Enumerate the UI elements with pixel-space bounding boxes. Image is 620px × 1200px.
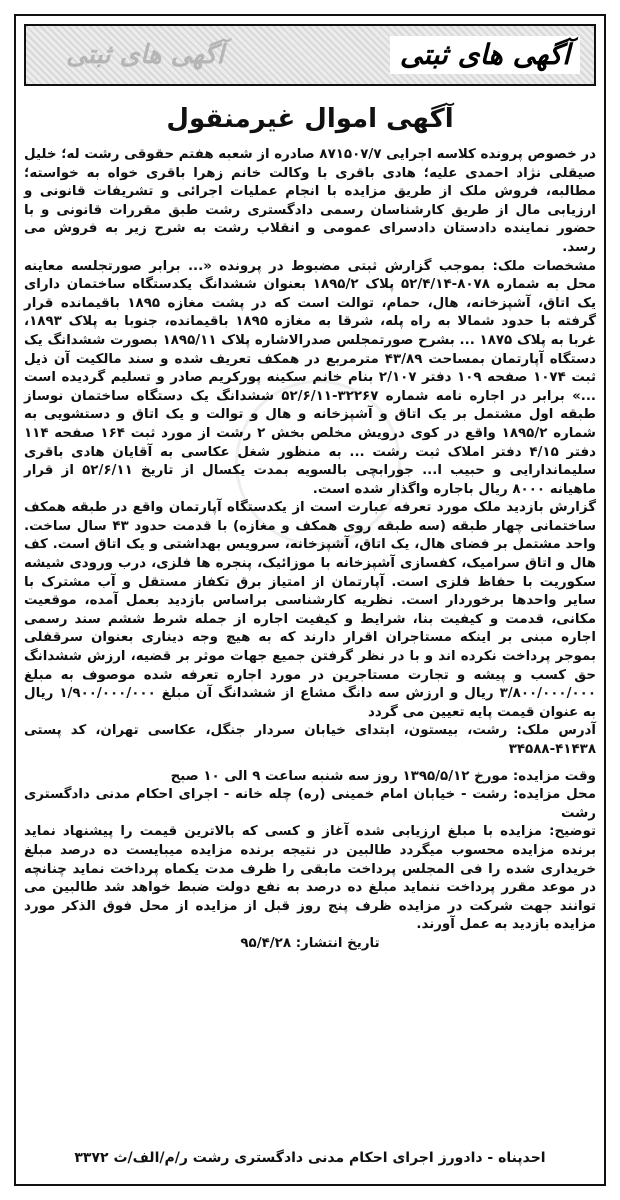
auction-location: محل مزایده: رشت - خیابان امام خمینی (ره) چله خانه - اجرای احکام مدنی دادگستری رشت [24, 787, 596, 821]
inspection-report-paragraph: گزارش بازدید ملک مورد تعرفه عبارت است از یکدستگاه آپارتمان واقع در طبقه همکف ساختمانی چهار طبقه (سه طبقه روی همکف و مغازه) با قدمت حدود ۴۳ سال ساخت. واحد مشتمل بر فضای هال، یک اتاق، آشپزخانه، سرویس بهداشتی و یک اتاق است. کف هال و اتاق سرامیک، کفسازی آشپزخانه با موزائیک، پنجره ها فلزی، درب ورودی شیشه سکوریت با حفاظ فلزی است. آپارتمان از امتیاز برق تکفاز مستقل و آب مشترک با سایر واحدها برخوردار است. نظریه کارشناسی براساس بازدید بعمل آمده، موقعیت مکانی، قدمت و کیفیت بنا، شرایط و کیفیت اجاره از جمله شرط ششم سند رسمی اجاره مبنی بر اینکه مستاجران اقرار دارند که به هیچ وجه دیناری بعنوان سرقفلی بموجر پرداخت نکرده اند و با در نظر گرفتن جمیع جهات موثر بر قضیه، ارزش ششدانگ حق کسب و پیشه و تجارت مستاجرین در مورد اجاره تعرفه شده موصوف به مبلغ ۳/۸۰۰/۰۰۰/۰۰۰ ریال و ارزش سه دانگ مشاع از ششدانگ آن مبلغ ۱/۹۰۰/۰۰۰/۰۰۰ ریال به عنوان قیمت پایه تعیین می گردد [24, 500, 596, 720]
case-paragraph: در خصوص پرونده کلاسه اجرایی ۸۷۱۵۰۷/۷ صادره از شعبه هفتم حقوقی رشت له؛ خلیل صیقلی نژاد احمدی علیه؛ هادی باقری با وکالت خانم زهرا باقری خواه به خواسته؛ مطالبه، فروش ملک از طریق مزایده با انجام عملیات اجرائی و تشریفات قانونی و ارزیابی مال از طریق کارشناسان رسمی دادگستری رشت طبق مقررات قانونی و با حضور نماینده دادستان دادسرای عمومی و انقلاب رشت به شرح زیر به فروش می رسد. [24, 147, 596, 255]
category-banner [24, 24, 596, 86]
signature-line: احدپناه - دادورز اجرای احکام مدنی دادگستری رشت ر/م/الف/ث ۳۳۷۲ [74, 1150, 546, 1166]
spacer [24, 760, 596, 768]
notice-title: آگهی اموال غیرمنقول [166, 104, 454, 134]
banner-ghost-title: آگهی های ثبتی [66, 40, 224, 70]
notice-body [24, 146, 596, 954]
auction-time: وقت مزایده: مورخ ۱۳۹۵/۵/۱۲ روز سه شنبه ساعت ۹ الی ۱۰ صبح [170, 768, 596, 784]
publish-date: تاریخ انتشار: ۹۵/۴/۲۸ [240, 935, 380, 951]
terms-paragraph: توضیح: مزایده با مبلغ ارزیابی شده آغاز و کسی که بالاترین قیمت را پیشنهاد نماید برنده مزایده محسوب میگردد طالبین در نتیجه برنده مزایده میبایست ده درصد مبلغ خریداری شده را فی المجلس پرداخت مابقی را ظرف مدت یکماه پرداخت نماید چنانچه در موعد مقرر پرداخت ننماید مبلغ ده درصد به نفع دولت ضبط خواهد شد طالبین می توانند جهت شرکت در مزایده ظرف پنج روز قبل از مزایده از محل فوق الذکر مورد مزایده بازدید به عمل آورند. [24, 824, 596, 933]
property-specs-paragraph: مشخصات ملک: بموجب گزارش ثبتی مضبوط در پرونده «... برابر صورتجلسه معاینه محل به شماره ۸۰۷۸-۵۲/۴/۱۴ پلاک ۱۸۹۵/۲ بعنوان ششدانگ یکدستگاه ساختمان دارای یک اتاق، آشپزخانه، هال، حمام، توالت است که در پشت مغازه ۱۸۹۵ باقیمانده قرار گرفته با حدود شمالا به راه پله، شرقا به مغازه ۱۸۹۵ باقیمانده، جنوبا به پلاک ۱۸۹۳، غربا به پلاک ۱۸۷۵ ... بشرح صورتمجلس صدرالاشاره پلاک ۱۸۹۵/۱۱ بصورت ششدانگ یک دستگاه آپارتمان بمساحت ۴۳/۸۹ مترمربع در همکف تعریف شده و سند مالکیت آن ذیل ثبت ۱۰۷۴ صفحه ۱۰۹ دفتر ۲/۱۰۷ بنام خانم سکینه پورکریم صادر و تسلیم گردیده است ...» برابر در اجاره نامه شماره ۳۲۲۶۷-۵۲/۶/۱۱ ششدانگ یک دستگاه ساختمان نوساز طبقه اول مشتمل بر یک اتاق و آشپزخانه و هال و توالت و یک اتاق و دستشویی به شماره ۱۸۹۵/۲ واقع در کوی درویش مخلص بخش ۲ رشت از مورد ثبت ۱۶۴ صفحه ۱۱۴ دفتر ۴/۱۵ دفتر املاک ثبت رشت ... به منظور شغل عکاسی به آقایان هادی باقری سلیماندارایی و حبیب ا... جورابچی بالسویه بمدت یکسال از تاریخ ۵۲/۶/۱۱ از قرار ماهیانه ۸۰۰۰ ریال باجاره واگذار شده است. [24, 258, 597, 497]
property-address: آدرس ملک: رشت، بیستون، ابتدای خیابان سردار جنگل، عکاسی تهران، کد پستی ۴۱۴۳۸-۳۴۵۸۸ [24, 723, 596, 757]
banner-title: آگهی های ثبتی [390, 36, 580, 74]
